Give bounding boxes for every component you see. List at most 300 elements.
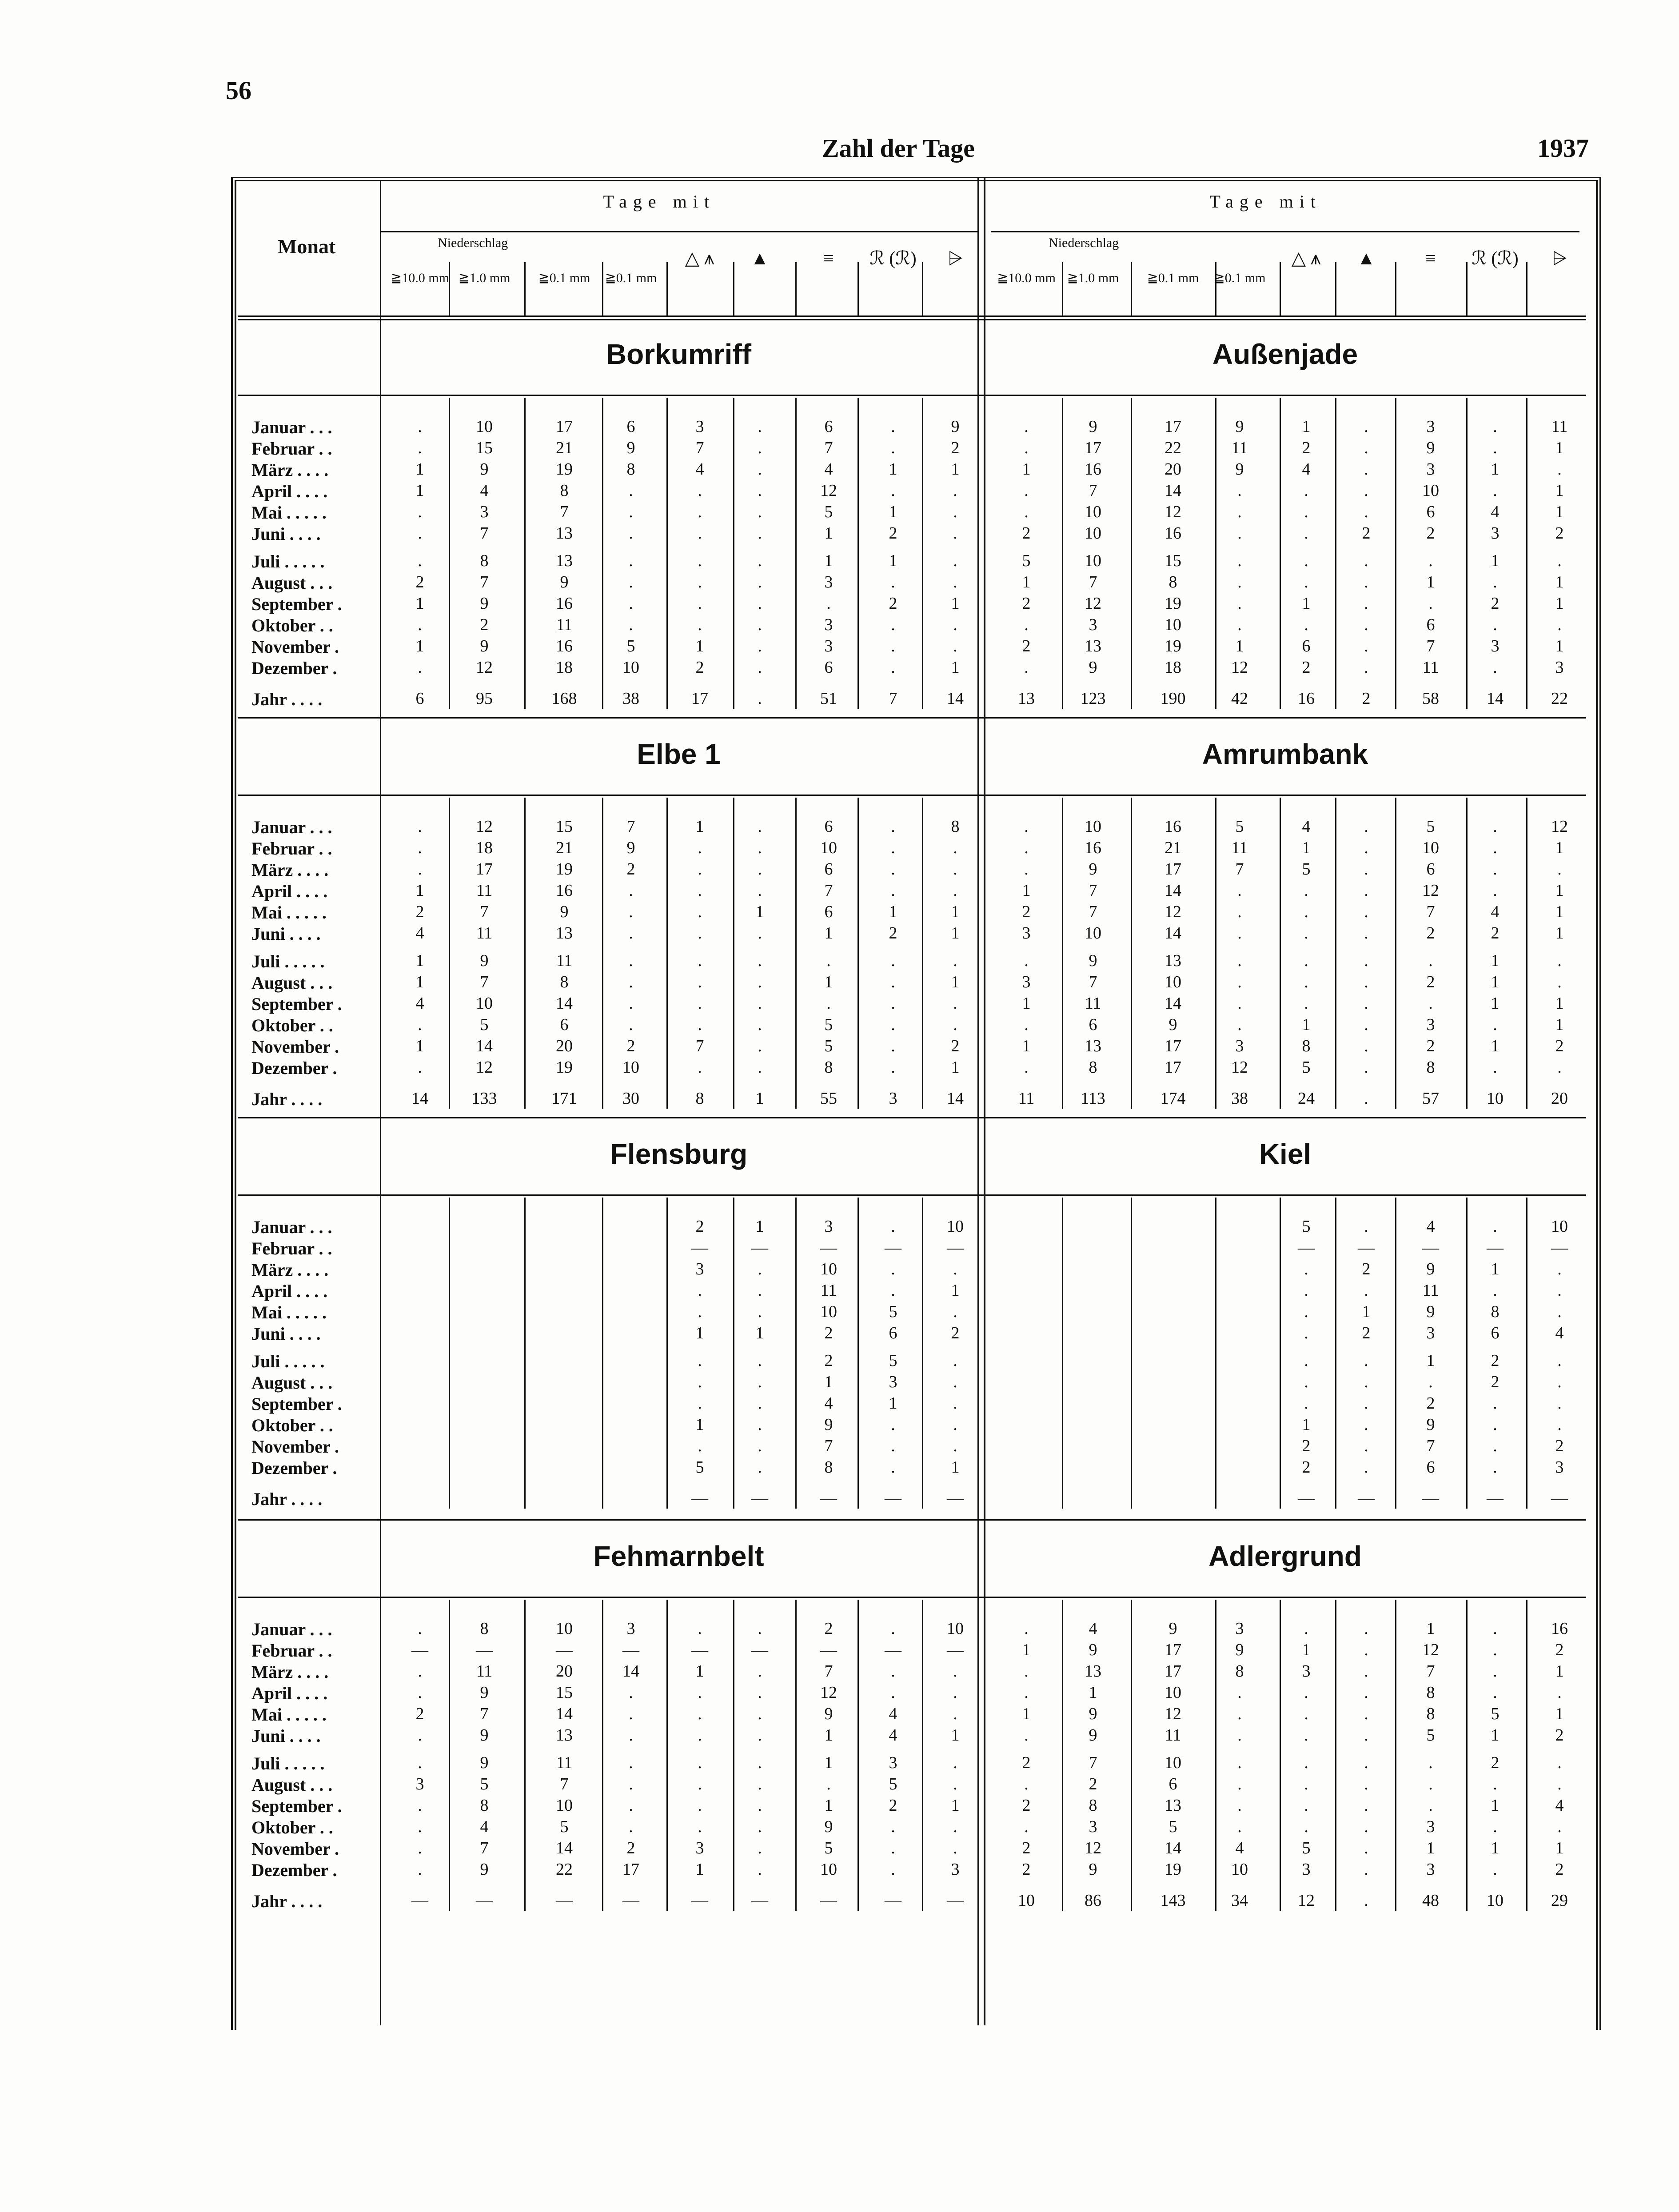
month-label: Juli . . . . . [251, 951, 325, 971]
table-cell: 2 [1426, 1037, 1435, 1055]
table-cell: 38 [1231, 1089, 1248, 1108]
table-cell: 1 [1491, 460, 1500, 479]
table-cell: 2 [951, 1037, 960, 1055]
table-cell: 7 [1089, 1753, 1097, 1772]
page-number: 56 [226, 76, 251, 105]
table-cell: 1 [951, 594, 960, 613]
table-cell: 1 [755, 1217, 764, 1236]
table-cell: . [1493, 1641, 1497, 1659]
table-cell: 10 [1165, 615, 1181, 634]
table-cell: 22 [556, 1860, 573, 1879]
table-cell: 2 [1426, 1394, 1435, 1413]
table-cell: 2 [480, 615, 489, 634]
table-cell: . [1364, 594, 1368, 613]
table-cell: . [629, 1015, 633, 1034]
table-cell: . [629, 594, 633, 613]
month-label: Januar . . . [251, 817, 332, 837]
table-cell: 1 [824, 1373, 833, 1391]
table-cell: . [1024, 1817, 1029, 1836]
table-cell: . [1364, 439, 1368, 457]
table-cell: 34 [1231, 1891, 1248, 1910]
table-cell: . [698, 924, 702, 942]
table-cell: 12 [1085, 594, 1101, 613]
table-cell: 3 [1302, 1860, 1311, 1879]
month-label: Oktober . . [251, 1817, 333, 1837]
table-cell: 2 [1555, 1037, 1564, 1055]
table-cell: 9 [1089, 860, 1097, 878]
table-cell: 1 [1555, 924, 1564, 942]
table-cell: . [758, 973, 762, 991]
data-col-divider [1466, 798, 1468, 1109]
table-cell: 4 [415, 994, 424, 1013]
table-cell: . [891, 637, 895, 655]
table-cell: — [691, 1891, 708, 1910]
header-subline-left [380, 231, 977, 232]
table-cell: 6 [626, 417, 635, 436]
table-cell: 14 [622, 1662, 639, 1681]
table-cell: 14 [947, 689, 964, 708]
table-cell: 8 [1169, 573, 1177, 591]
month-label: September . [251, 1796, 342, 1816]
table-cell: . [1364, 1796, 1368, 1815]
table-cell: — [622, 1891, 639, 1910]
data-col-divider [1335, 798, 1336, 1109]
table-cell: 174 [1160, 1089, 1186, 1108]
table-cell: 1 [1555, 881, 1564, 900]
data-col-divider [449, 1600, 450, 1911]
table-cell: . [1493, 881, 1497, 900]
table-cell: 4 [1555, 1796, 1564, 1815]
table-cell: — [1487, 1489, 1504, 1508]
table-cell: . [891, 658, 895, 677]
table-cell: 9 [1089, 1705, 1097, 1723]
header-niederschlag-right: Niederschlag [1049, 236, 1119, 250]
table-cell: 9 [626, 838, 635, 857]
table-cell: 2 [824, 1619, 833, 1638]
table-cell: 9 [1169, 1015, 1177, 1034]
table-cell: . [1493, 838, 1497, 857]
header-col-label-right: ≡ [1425, 248, 1436, 269]
table-cell: 9 [1426, 1302, 1435, 1321]
table-cell: 16 [556, 594, 573, 613]
table-cell: 8 [560, 481, 569, 500]
table-cell: 14 [1165, 481, 1181, 500]
table-cell: 7 [560, 503, 569, 521]
table-cell: 17 [556, 417, 573, 436]
month-label: März . . . . [251, 860, 329, 880]
table-cell: 3 [1235, 1037, 1244, 1055]
table-cell: 2 [1555, 1437, 1564, 1455]
data-col-divider [1335, 1198, 1336, 1509]
table-cell: . [1237, 481, 1242, 500]
table-cell: 11 [1231, 439, 1248, 457]
table-cell: 1 [824, 524, 833, 543]
table-cell: 30 [622, 1089, 639, 1108]
table-cell: 18 [1165, 658, 1181, 677]
station-name: Amrumbank [1202, 738, 1368, 770]
table-cell: 1 [1302, 1641, 1311, 1659]
table-cell: . [1557, 973, 1562, 991]
table-cell: . [1024, 439, 1029, 457]
table-cell: 9 [480, 594, 489, 613]
table-cell: 12 [1165, 1705, 1181, 1723]
table-cell: . [1493, 1860, 1497, 1879]
table-cell: . [1304, 1324, 1308, 1342]
table-cell: 10 [476, 417, 493, 436]
table-cell: 2 [1022, 1860, 1031, 1879]
table-cell: . [1304, 902, 1308, 921]
table-cell: 1 [1555, 1015, 1564, 1034]
table-cell: . [891, 951, 895, 970]
table-cell: 1 [1089, 1683, 1097, 1702]
table-cell: . [891, 1662, 895, 1681]
table-cell: 2 [1302, 658, 1311, 677]
table-cell: 3 [695, 417, 704, 436]
table-cell: 4 [480, 481, 489, 500]
table-cell: 10 [1487, 1891, 1504, 1910]
table-cell: 11 [476, 881, 493, 900]
month-label: Januar . . . [251, 1217, 332, 1237]
table-cell: 15 [556, 817, 573, 836]
table-cell: — [691, 1641, 708, 1659]
table-cell: . [758, 881, 762, 900]
data-col-divider [1526, 1198, 1527, 1509]
table-cell: 5 [560, 1817, 569, 1836]
table-cell: 7 [824, 439, 833, 457]
table-cell: 5 [480, 1015, 489, 1034]
table-cell: 14 [556, 1839, 573, 1857]
table-cell: — [691, 1238, 708, 1257]
table-cell: 19 [1165, 637, 1181, 655]
month-label: Juni . . . . [251, 924, 321, 944]
table-cell: . [629, 881, 633, 900]
data-col-divider [1062, 798, 1063, 1109]
table-cell: 1 [951, 1458, 960, 1477]
table-cell: . [1237, 594, 1242, 613]
table-cell: . [758, 503, 762, 521]
table-cell: . [1364, 551, 1368, 570]
table-cell: — [751, 1641, 768, 1659]
table-cell: . [629, 1683, 633, 1702]
table-cell: . [953, 1373, 957, 1391]
table-cell: 2 [1022, 1753, 1031, 1772]
table-cell: . [953, 481, 957, 500]
table-cell: . [758, 994, 762, 1013]
data-col-divider [857, 798, 859, 1109]
station-band-line [238, 1597, 1586, 1598]
table-cell: 13 [556, 1726, 573, 1745]
table-cell: . [698, 994, 702, 1013]
table-cell: . [1304, 994, 1308, 1013]
table-cell: 17 [691, 689, 708, 708]
table-cell: 143 [1160, 1891, 1186, 1910]
table-cell: . [698, 838, 702, 857]
table-cell: . [826, 594, 831, 613]
table-cell: . [418, 417, 422, 436]
table-cell: . [418, 1683, 422, 1702]
table-cell: 10 [1085, 503, 1101, 521]
table-cell: . [758, 1753, 762, 1772]
table-cell: 3 [889, 1089, 897, 1108]
header-bottom-line [238, 315, 1586, 317]
table-cell: . [1304, 1726, 1308, 1745]
table-cell: 5 [1302, 1839, 1311, 1857]
table-cell: 8 [1426, 1058, 1435, 1077]
month-label: Dezember . [251, 1458, 337, 1478]
table-cell: 6 [1491, 1324, 1500, 1342]
table-cell: 2 [626, 1037, 635, 1055]
table-cell: 10 [622, 658, 639, 677]
table-cell: . [1024, 503, 1029, 521]
table-cell: 11 [1018, 1089, 1035, 1108]
table-cell: 13 [1085, 1037, 1101, 1055]
header-col-label-left: ≧10.0 mm [391, 271, 449, 285]
table-cell: 7 [824, 881, 833, 900]
table-cell: . [891, 1015, 895, 1034]
table-cell: 1 [889, 902, 897, 921]
table-cell: . [1557, 1753, 1562, 1772]
table-cell: . [698, 1281, 702, 1300]
table-cell: 2 [415, 1705, 424, 1723]
table-cell: 10 [1085, 924, 1101, 942]
table-cell: . [953, 1351, 957, 1370]
table-cell: — [885, 1641, 901, 1659]
table-cell: . [1024, 1683, 1029, 1702]
table-cell: 4 [1089, 1619, 1097, 1638]
table-cell: . [1364, 994, 1368, 1013]
header-col-label-right: ▲ [1357, 248, 1376, 269]
table-cell: 2 [1362, 524, 1371, 543]
table-cell: . [418, 1753, 422, 1772]
header-col-label-right: ℛ (ℛ) [1472, 248, 1519, 269]
table-cell: . [1364, 924, 1368, 942]
table-cell: . [953, 1437, 957, 1455]
header-col-label-right: △ ⩚ [1291, 248, 1321, 269]
table-cell: 10 [820, 838, 837, 857]
month-label: März . . . . [251, 460, 329, 480]
table-cell: — [476, 1891, 493, 1910]
table-cell: . [1304, 1260, 1308, 1278]
month-label: Oktober . . [251, 1015, 333, 1035]
table-cell: 2 [1022, 637, 1031, 655]
table-cell: 4 [824, 1394, 833, 1413]
header-col-label-right: ≧0.1 mm [1213, 271, 1266, 285]
table-cell: 1 [1302, 417, 1311, 436]
block-separator [238, 1117, 1586, 1118]
table-cell: 10 [556, 1796, 573, 1815]
data-col-divider [922, 1600, 923, 1911]
table-cell: . [891, 973, 895, 991]
table-cell: . [1557, 1394, 1562, 1413]
table-cell: . [418, 1619, 422, 1638]
table-cell: . [1304, 1281, 1308, 1300]
table-cell: 11 [556, 951, 573, 970]
table-cell: . [953, 573, 957, 591]
data-col-divider [1280, 398, 1281, 709]
header-col-divider-left [602, 262, 603, 315]
table-cell: . [758, 1619, 762, 1638]
table-cell: 8 [560, 973, 569, 991]
header-col-divider-right [1062, 262, 1063, 315]
table-cell: 7 [480, 1705, 489, 1723]
table-cell: 3 [1089, 1817, 1097, 1836]
table-cell: 7 [695, 439, 704, 457]
table-cell: 13 [1085, 637, 1101, 655]
month-label: Jahr . . . . [251, 1089, 323, 1109]
table-cell: 2 [824, 1351, 833, 1370]
data-col-divider [857, 1600, 859, 1911]
table-cell: . [1493, 1817, 1497, 1836]
table-cell: — [820, 1238, 837, 1257]
month-label: August . . . [251, 1775, 333, 1795]
data-col-divider [1062, 398, 1063, 709]
table-cell: . [891, 573, 895, 591]
table-cell: 10 [1165, 1753, 1181, 1772]
table-cell: 4 [1491, 902, 1500, 921]
table-cell: 5 [1491, 1705, 1500, 1723]
table-cell: 10 [1551, 1217, 1568, 1236]
table-cell: . [418, 551, 422, 570]
table-cell: . [1557, 1817, 1562, 1836]
table-cell: 8 [1235, 1662, 1244, 1681]
table-cell: 11 [1085, 994, 1101, 1013]
table-cell: 1 [1491, 994, 1500, 1013]
table-cell: . [891, 860, 895, 878]
table-cell: . [1493, 817, 1497, 836]
table-cell: 11 [1422, 1281, 1439, 1300]
table-cell: . [758, 1015, 762, 1034]
table-cell: 2 [1491, 1753, 1500, 1772]
table-cell: . [891, 881, 895, 900]
table-cell: 9 [1235, 460, 1244, 479]
table-cell: . [1304, 1351, 1308, 1370]
table-cell: 5 [1022, 551, 1031, 570]
table-cell: . [758, 1683, 762, 1702]
table-cell: 19 [1165, 594, 1181, 613]
table-cell: 13 [1165, 1796, 1181, 1815]
table-cell: . [953, 1302, 957, 1321]
table-cell: . [758, 1281, 762, 1300]
table-cell: . [758, 1037, 762, 1055]
table-cell: . [418, 1796, 422, 1815]
table-cell: 12 [1551, 817, 1568, 836]
table-cell: 20 [1165, 460, 1181, 479]
table-cell: . [698, 524, 702, 543]
month-label: Januar . . . [251, 1619, 332, 1639]
table-cell: 6 [824, 817, 833, 836]
header-col-divider-left [795, 262, 797, 315]
table-cell: 12 [476, 1058, 493, 1077]
table-cell: 17 [1165, 1641, 1181, 1659]
table-cell: 7 [480, 973, 489, 991]
table-cell: . [891, 1437, 895, 1455]
header-col-divider-left [449, 262, 450, 315]
table-cell: . [698, 1394, 702, 1413]
table-cell: . [1364, 817, 1368, 836]
table-cell: 1 [1555, 481, 1564, 500]
month-label: Mai . . . . . [251, 1705, 327, 1725]
table-cell: . [891, 1415, 895, 1434]
table-cell: . [891, 439, 895, 457]
table-cell: . [1024, 951, 1029, 970]
table-cell: 12 [1422, 881, 1439, 900]
table-cell: 21 [1165, 838, 1181, 857]
table-cell: . [1557, 1351, 1562, 1370]
table-cell: 1 [1022, 881, 1031, 900]
table-cell: . [1364, 1089, 1368, 1108]
table-cell: . [758, 481, 762, 500]
table-cell: . [1024, 1662, 1029, 1681]
table-cell: 2 [1491, 924, 1500, 942]
table-cell: . [1237, 573, 1242, 591]
table-cell: 1 [755, 1089, 764, 1108]
table-cell: . [1304, 1683, 1308, 1702]
table-cell: 5 [824, 503, 833, 521]
table-cell: 16 [1085, 460, 1101, 479]
table-cell: . [891, 1058, 895, 1077]
table-cell: . [1364, 951, 1368, 970]
table-cell: 168 [551, 689, 577, 708]
table-cell: . [953, 551, 957, 570]
table-cell: 15 [556, 1683, 573, 1702]
table-cell: 1 [1362, 1302, 1371, 1321]
table-cell: 12 [1422, 1641, 1439, 1659]
table-cell: . [1364, 1726, 1368, 1745]
table-cell: . [1304, 551, 1308, 570]
table-cell: 2 [1089, 1775, 1097, 1793]
month-label: Februar . . [251, 1641, 332, 1661]
table-cell: . [698, 1796, 702, 1815]
table-cell: 7 [480, 573, 489, 591]
table-cell: 1 [951, 460, 960, 479]
table-cell: 2 [1362, 1324, 1371, 1342]
table-cell: 10 [1085, 817, 1101, 836]
table-cell: . [418, 439, 422, 457]
table-cell: . [1364, 1058, 1368, 1077]
table-cell: . [1493, 1619, 1497, 1638]
table-cell: . [1493, 1662, 1497, 1681]
header-col-label-left: △ ⩚ [685, 248, 715, 269]
table-cell: . [698, 1817, 702, 1836]
month-label: Mai . . . . . [251, 1302, 327, 1322]
table-cell: 113 [1081, 1089, 1105, 1108]
table-cell: 2 [1362, 689, 1371, 708]
table-cell: — [947, 1238, 964, 1257]
header-col-label-left: ℛ (ℛ) [869, 248, 917, 269]
table-cell: . [1364, 902, 1368, 921]
table-cell: . [758, 1415, 762, 1434]
table-cell: . [629, 951, 633, 970]
month-label: Januar . . . [251, 417, 332, 437]
table-cell: 2 [1555, 1860, 1564, 1879]
table-cell: 20 [556, 1037, 573, 1055]
center-divider [977, 177, 985, 2025]
table-cell: 1 [951, 1726, 960, 1745]
table-cell: 4 [1555, 1324, 1564, 1342]
table-cell: 8 [480, 551, 489, 570]
table-cell: . [758, 838, 762, 857]
data-col-divider [733, 398, 734, 709]
table-cell: 6 [1426, 1458, 1435, 1477]
table-cell: 6 [1089, 1015, 1097, 1034]
table-cell: — [1422, 1238, 1439, 1257]
table-cell: . [418, 615, 422, 634]
table-cell: 10 [947, 1217, 964, 1236]
header-col-divider-right [1335, 262, 1336, 315]
table-cell: 9 [1089, 1726, 1097, 1745]
table-cell: — [751, 1891, 768, 1910]
table-cell: 2 [1022, 524, 1031, 543]
